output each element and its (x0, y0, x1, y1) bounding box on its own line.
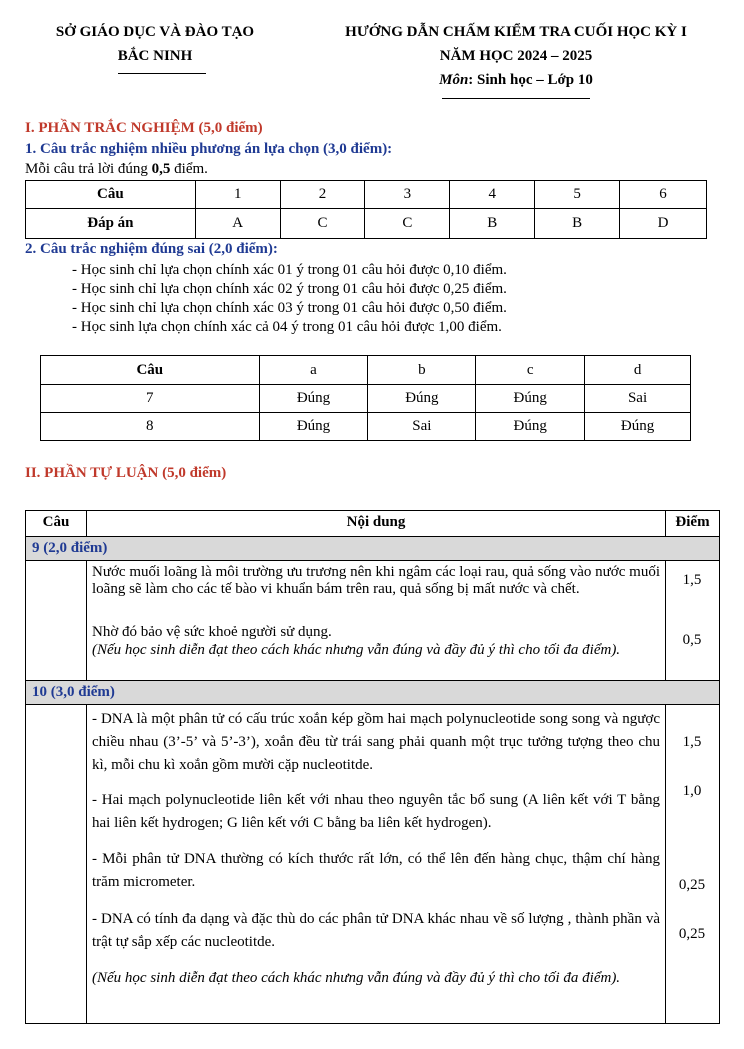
tf-cell: Đúng (368, 385, 476, 413)
section2-rule: - Học sinh chỉ lựa chọn chính xác 02 ý trong 01 câu hỏi được 0,25 điểm. (72, 281, 507, 297)
grid-line (26, 536, 719, 537)
q10-score-4: 0,25 (678, 926, 706, 942)
mc-question-row (26, 181, 707, 209)
subject-value: : Sinh học – Lớp 10 (468, 72, 593, 88)
mc-answer-cell: B (535, 209, 620, 239)
section2-rule: - Học sinh lựa chọn chính xác cả 04 ý trong 01 câu hỏi được 1,00 điểm. (72, 319, 502, 335)
q9-label: 9 (2,0 điểm) (32, 540, 108, 556)
mc-question-cell: 4 (450, 181, 535, 209)
q10-row-background (26, 680, 719, 704)
section1-title: 1. Câu trắc nghiệm nhiều phương án lựa chọn (3,0 điểm): (25, 141, 393, 157)
mc-answer-cell: A (195, 209, 280, 239)
tf-answer-table (40, 355, 691, 441)
mc-answer-cell: D (620, 209, 707, 239)
section1-note-prefix: Mỗi câu trả lời đúng (25, 161, 152, 177)
mc-question-cell: 6 (620, 181, 707, 209)
q10-score-3: 0,25 (678, 877, 706, 893)
mc-question-cell: 3 (365, 181, 450, 209)
mc-answer-cell: C (365, 209, 450, 239)
tf-cell: Sai (585, 385, 691, 413)
q10-answer-size: - Mỗi phân tử DNA thường có kích thước rất lớn, có thể lên đến hàng chục, thậm chí hàng trăm micrometer. (92, 851, 660, 890)
section1-note (25, 161, 208, 178)
tf-cell: Sai (368, 413, 476, 441)
tf-row (41, 413, 691, 441)
grid-line (665, 704, 666, 1023)
tf-cell: 8 (41, 413, 260, 441)
q10-answer-diversity: - DNA có tính đa dạng và đặc thù do các phân tử DNA khác nhau về số lượng , thành phần và trật tự sắp xếp các nucleotitde. (92, 911, 660, 950)
q10-grading-note: (Nếu học sinh diễn đạt theo cách khác nhưng vẫn đúng và đầy đủ ý thì cho tối đa điểm). (92, 970, 621, 986)
q10-score-2: 1,0 (682, 783, 702, 799)
province-name: BẮC NINH (117, 48, 193, 64)
mc-answer-row (26, 209, 707, 239)
tf-header-cell: b (368, 356, 476, 385)
q9-answer-extra: Nhờ đó bảo vệ sức khoẻ người sử dụng. (92, 624, 332, 640)
grid-line (26, 704, 719, 705)
q9-score-1: 1,5 (682, 572, 702, 588)
essay-grading-table (25, 510, 720, 1024)
grid-line (86, 511, 87, 536)
mc-question-cell: 1 (195, 181, 280, 209)
tf-cell: Đúng (476, 413, 585, 441)
mc-answer-table (25, 180, 707, 239)
mc-answer-cell: B (450, 209, 535, 239)
tf-header-cell: Câu (41, 356, 260, 385)
section2-rules (72, 261, 507, 337)
q9-score-2: 0,5 (682, 632, 702, 648)
tf-cell: Đúng (259, 385, 368, 413)
q10-answer-structure: - DNA là một phân tử có cấu trúc xoắn kép gồm hai mạch polynucleotide song song và ngược chiều nhau (3’-5’ và 5’-3’), xoắn đều từ trái sang phải quanh một trục tưởng tượng theo chu kì, mỗi chu kì xoắn gồm mười cặp nucleotitde. (92, 711, 660, 773)
tf-cell: Đúng (585, 413, 691, 441)
tf-header-cell: c (476, 356, 585, 385)
q9-answer-main: Nước muối loãng là môi trường ưu trương nên khi ngâm các loại rau, quả sống vào nước muối loãng sẽ làm cho các tế bào vi khuẩn bám trên rau, quả sống bị mất nước và chết. (92, 564, 660, 597)
mc-row-label: Đáp án (26, 209, 196, 239)
section2-rule: - Học sinh chỉ lựa chọn chính xác 03 ý trong 01 câu hỏi được 0,50 điểm. (72, 300, 507, 316)
grid-line (26, 560, 719, 561)
tf-row (41, 385, 691, 413)
grid-line (86, 560, 87, 680)
grid-line (86, 704, 87, 1023)
tf-header-cell: a (259, 356, 368, 385)
department-name: SỞ GIÁO DỤC VÀ ĐÀO TẠO (55, 24, 255, 40)
header-right-rule (442, 98, 590, 99)
tf-cell: Đúng (476, 385, 585, 413)
essay-header-score: Điểm (675, 514, 710, 530)
part1-title: I. PHẦN TRẮC NGHIỆM (5,0 điểm) (25, 120, 263, 136)
q10-answer-pairing: - Hai mạch polynucleotide liên kết với nhau theo nguyên tắc bổ sung (A liên kết với T bằng hai liên kết hydrogen; G liên kết với C bằng ba liên kết hydrogen). (92, 792, 660, 831)
mc-row-label: Câu (26, 181, 196, 209)
mc-question-cell: 5 (535, 181, 620, 209)
header-left-rule (118, 73, 206, 74)
section1-note-suffix: điểm. (170, 161, 208, 177)
tf-header-row (41, 356, 691, 385)
section1-note-score: 0,5 (151, 161, 171, 177)
tf-cell: 7 (41, 385, 260, 413)
grid-line (665, 511, 666, 536)
essay-header-content: Nội dung (346, 514, 406, 530)
section2-rule: - Học sinh chỉ lựa chọn chính xác 01 ý trong 01 câu hỏi được 0,10 điểm. (72, 262, 507, 278)
part2-title: II. PHẦN TỰ LUẬN (5,0 điểm) (25, 465, 227, 481)
tf-header-cell: d (585, 356, 691, 385)
school-year: NĂM HỌC 2024 – 2025 (439, 48, 593, 64)
q9-row-background (26, 536, 719, 560)
subject-line (300, 72, 732, 89)
q9-grading-note: (Nếu học sinh diễn đạt theo cách khác nhưng vẫn đúng và đầy đủ ý thì cho tối đa điểm). (92, 642, 621, 658)
subject-label: Môn (439, 72, 469, 88)
mc-answer-cell: C (280, 209, 365, 239)
essay-header-question: Câu (42, 514, 70, 530)
section2-title: 2. Câu trắc nghiệm đúng sai (2,0 điểm): (25, 241, 278, 257)
q10-label: 10 (3,0 điểm) (32, 684, 115, 700)
document-title: HƯỚNG DẪN CHẤM KIỂM TRA CUỐI HỌC KỲ I (345, 24, 687, 40)
tf-cell: Đúng (259, 413, 368, 441)
grid-line (26, 680, 719, 681)
q10-score-1: 1,5 (682, 734, 702, 750)
mc-question-cell: 2 (280, 181, 365, 209)
